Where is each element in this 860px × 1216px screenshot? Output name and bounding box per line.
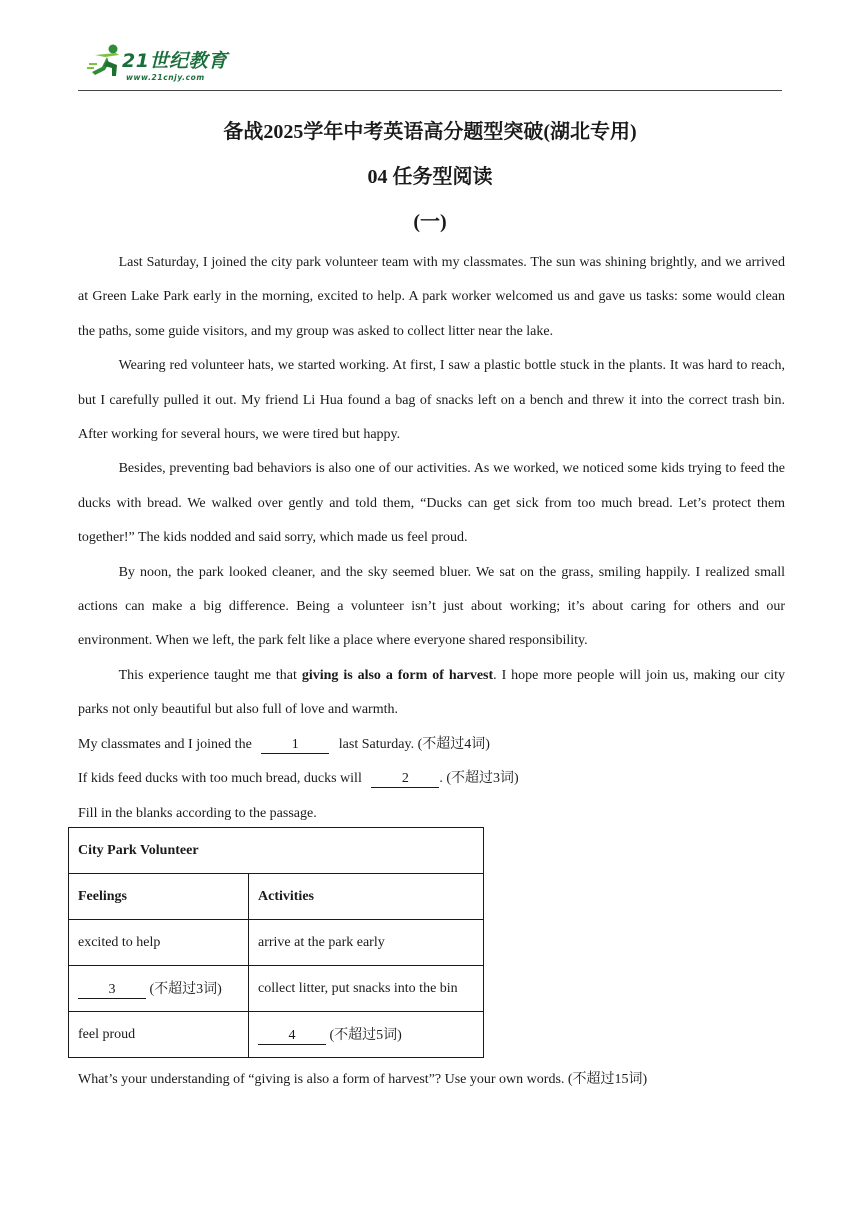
blank-3: 3: [78, 982, 146, 999]
word-limit-note: (不超过3词): [149, 982, 222, 997]
question-2: [78, 762, 785, 796]
question-1-suffix: last Saturday. (不超过4词): [335, 736, 490, 752]
volunteer-table: [68, 827, 484, 1058]
logo-url-text: www.21cnjy.com: [126, 73, 205, 82]
word-limit-note: (不超过5词): [329, 1028, 402, 1043]
question-2-text: If kids feed ducks with too much bread, ducks will: [78, 771, 366, 787]
table-row: [69, 920, 484, 966]
question-1-text: My classmates and I joined the: [78, 736, 256, 752]
blank-2: 2: [371, 771, 439, 788]
runner-icon: [86, 42, 126, 82]
table-title-row: [69, 828, 484, 874]
logo: [86, 42, 256, 86]
table-instruction: Fill in the blanks according to the passage.: [78, 805, 317, 821]
table-cell: arrive at the park early: [249, 920, 484, 966]
table-cell: [249, 1012, 484, 1058]
paragraph-5: [78, 659, 785, 728]
paragraph-5-start: This experience taught me that: [118, 667, 302, 683]
table-cell: [69, 966, 249, 1012]
document-subtitle: 04 任务型阅读: [367, 166, 493, 188]
blank-1: 1: [261, 737, 329, 754]
column-header-feelings: Feelings: [69, 874, 249, 920]
paragraph-5-end: . I hope more people will join us, making our city parks not only beautiful but also full of love and warmth.: [78, 667, 785, 718]
blank-4: 4: [258, 1028, 326, 1045]
table-title: City Park Volunteer: [69, 828, 484, 874]
reading-passage: [78, 246, 785, 831]
key-phrase: giving is also a form of harvest: [301, 667, 494, 683]
column-header-activities: Activities: [249, 874, 484, 920]
table-cell: excited to help: [69, 920, 249, 966]
question-2-suffix: . (不超过3词): [439, 771, 519, 787]
table-cell: feel proud: [69, 1012, 249, 1058]
paragraph-1: Last Saturday, I joined the city park volunteer team with my classmates. The sun was shining brightly, and we arrived at Green Lake Park early in the morning, excited to help. A park worker welcomed us and gave us tasks: some would clean the paths, some guide visitors, and my group was asked to collect litter near the lake.: [78, 255, 785, 339]
section-number: (一): [413, 211, 447, 233]
paragraph-4: By noon, the park looked cleaner, and the sky seemed bluer. We sat on the grass, smiling happily. I realized small actions can make a big difference. Being a volunteer isn’t just about working; it’s about caring for others and our environment. When we left, the park felt like a place where everyone shared responsibility.: [78, 564, 785, 649]
table-row: [69, 1012, 484, 1058]
final-question: What’s your understanding of “giving is also a form of harvest”? Use your own words. (不超过15词): [78, 1072, 648, 1087]
paragraph-2: Wearing red volunteer hats, we started working. At first, I saw a plastic bottle stuck in the plants. It was hard to reach, but I carefully pulled it out. My friend Li Hua found a bag of snacks left on a bench and threw it into the correct trash bin. After working for several hours, we were tired but happy.: [78, 358, 785, 443]
logo-brand-text: 21世纪教育: [122, 50, 228, 72]
document-title: 备战2025学年中考英语高分题型突破(湖北专用): [223, 121, 637, 143]
table-header-row: [69, 874, 484, 920]
paragraph-3: Besides, preventing bad behaviors is also one of our activities. As we worked, we noticed some kids trying to feed the ducks with bread. We walked over gently and told them, “Ducks can get sick from too much bread. Let’s protect them together!” The kids nodded and said sorry, which made us feel proud.: [78, 461, 785, 546]
page-header: [78, 40, 782, 91]
table-row: [69, 966, 484, 1012]
question-1: [78, 728, 785, 762]
table-cell: collect litter, put snacks into the bin: [249, 966, 484, 1012]
